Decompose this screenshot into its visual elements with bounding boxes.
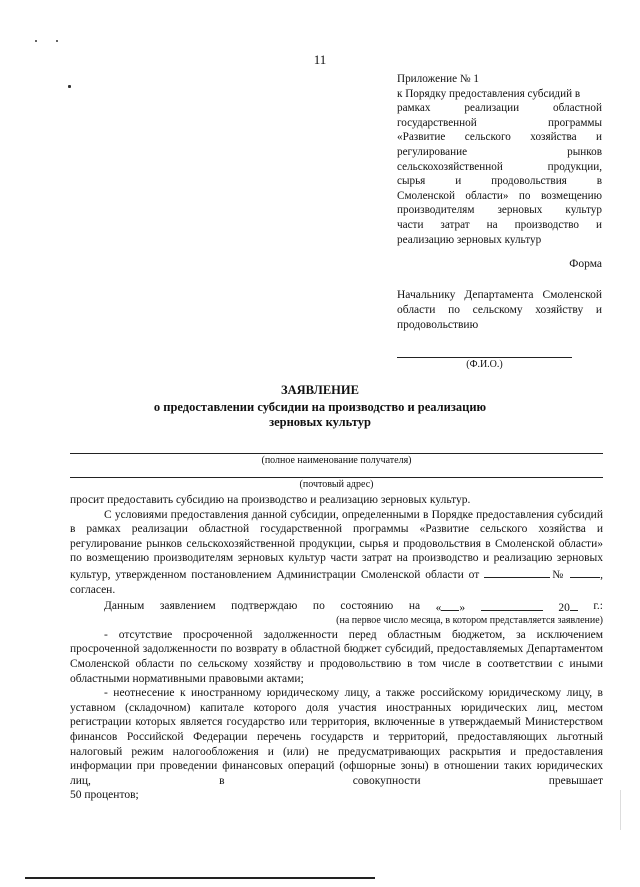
scan-speck bbox=[56, 40, 58, 42]
year-prefix: 20 bbox=[558, 602, 570, 615]
title-heading: ЗАЯВЛЕНИЕ bbox=[281, 383, 359, 397]
conditions-paragraph bbox=[70, 508, 603, 598]
postal-address-line bbox=[70, 477, 603, 478]
appendix-line: «Развитие сельского хозяйства и bbox=[397, 131, 602, 144]
conditions-text: С условиями предоставления данной субсидии, определенными в Порядке предоставления субсидий в рамках реализации областной государственной программы «Развитие сельского хозяйства и регулирование рынков сельскохозяйственной продукции, сырья и продовольствия в Смоленской области» по возмещению производителям зерновых культур части затрат на производство и реализацию зерновых культур, утвержденном постановлением Администрации Смоленской области от bbox=[70, 508, 603, 581]
conditions-end: , согласен. bbox=[70, 568, 603, 596]
confirm-day bbox=[436, 599, 466, 616]
appendix-line: Приложение № 1 bbox=[397, 73, 479, 85]
appendix-line: государственной программы bbox=[397, 116, 602, 129]
confirm-word: на bbox=[408, 600, 421, 613]
confirm-year bbox=[558, 599, 578, 616]
number-blank bbox=[570, 566, 600, 578]
page-number: 11 bbox=[313, 52, 327, 67]
form-label: Форма bbox=[569, 258, 602, 270]
close-quote: » bbox=[459, 602, 466, 615]
scan-speck bbox=[68, 85, 71, 88]
date-blank bbox=[484, 566, 550, 578]
appendix-line: регулирование рынков bbox=[397, 145, 602, 158]
appendix-line: реализацию зерновых культур bbox=[397, 233, 542, 246]
appendix-line: к Порядку предоставления субсидий в bbox=[397, 87, 581, 100]
appendix-line: производителям зерновых культур bbox=[397, 204, 602, 217]
year-blank bbox=[570, 599, 578, 611]
appendix-line: сельскохозяйственной продукции, bbox=[397, 160, 602, 173]
scan-artifact bbox=[620, 790, 621, 830]
appendix-line: рамках реализации областной bbox=[397, 102, 602, 115]
date-caption: (на первое число месяца, в котором представляется заявление) bbox=[336, 614, 603, 626]
confirm-word: состоянию bbox=[340, 600, 394, 613]
addressee-block: Начальнику Департамента Смоленской области по сельскому хозяйству и продовольствию bbox=[397, 289, 602, 331]
fio-signature-line bbox=[397, 357, 572, 358]
document-title bbox=[0, 383, 640, 430]
confirm-word: подтверждаю bbox=[231, 600, 298, 613]
title-subline: зерновых культур bbox=[269, 415, 371, 429]
confirm-word: заявлением bbox=[159, 600, 216, 613]
month-blank bbox=[481, 599, 543, 611]
recipient-name-line bbox=[70, 453, 603, 454]
day-blank bbox=[441, 599, 459, 611]
appendix-line: части затрат на производство и bbox=[397, 218, 602, 231]
confirm-year-suffix: г.: bbox=[593, 600, 603, 613]
condition-item-tail: 50 процентов; bbox=[70, 789, 139, 802]
application-body bbox=[70, 493, 603, 803]
bottom-rule bbox=[25, 877, 375, 879]
appendix-line: Смоленской области» по возмещению bbox=[397, 189, 602, 202]
recipient-caption: (полное наименование получателя) bbox=[261, 455, 412, 466]
fio-caption: (Ф.И.О.) bbox=[466, 359, 503, 370]
appendix-header bbox=[397, 72, 602, 247]
number-sign: № bbox=[550, 568, 566, 581]
confirm-row bbox=[70, 599, 603, 616]
condition-item: - неотнесение к иностранному юридическому лицу, а также российскому юридическому лицу, в уставном (складочном) капитале которого доля участия иностранных юридических лиц, местом регистрации которых является государство или территория, включенные в утверждаемый Министерством финансов Российской Федерации перечень государств и территорий, предоставляющих льготный налоговый режим налогообложения и (или) не предусматривающих раскрытия и предоставления информации при проведении финансовых операций (офшорные зоны) в отношении таких юридических лиц, в совокупности превышает bbox=[70, 687, 603, 787]
appendix-line: сырья и продовольствия в bbox=[397, 175, 602, 188]
title-subline: о предоставлении субсидии на производство и реализацию bbox=[153, 400, 487, 414]
request-paragraph: просит предоставить субсидию на производство и реализацию зерновых культур. bbox=[70, 494, 471, 506]
open-quote: « bbox=[435, 602, 442, 615]
condition-item: - отсутствие просроченной задолженности перед областным бюджетом, за исключением просроченной задолженности по возврату в областной бюджет субсидий, предоставляемых Департаментом Смоленской области по сельскому хозяйству и продовольствию в том числе в соответствии с иными областными нормативными правовыми актами; bbox=[70, 628, 603, 685]
confirm-word: по bbox=[312, 600, 325, 613]
address-caption: (почтовый адрес) bbox=[299, 479, 374, 490]
scan-speck bbox=[35, 40, 37, 42]
confirm-word: Данным bbox=[104, 600, 145, 613]
